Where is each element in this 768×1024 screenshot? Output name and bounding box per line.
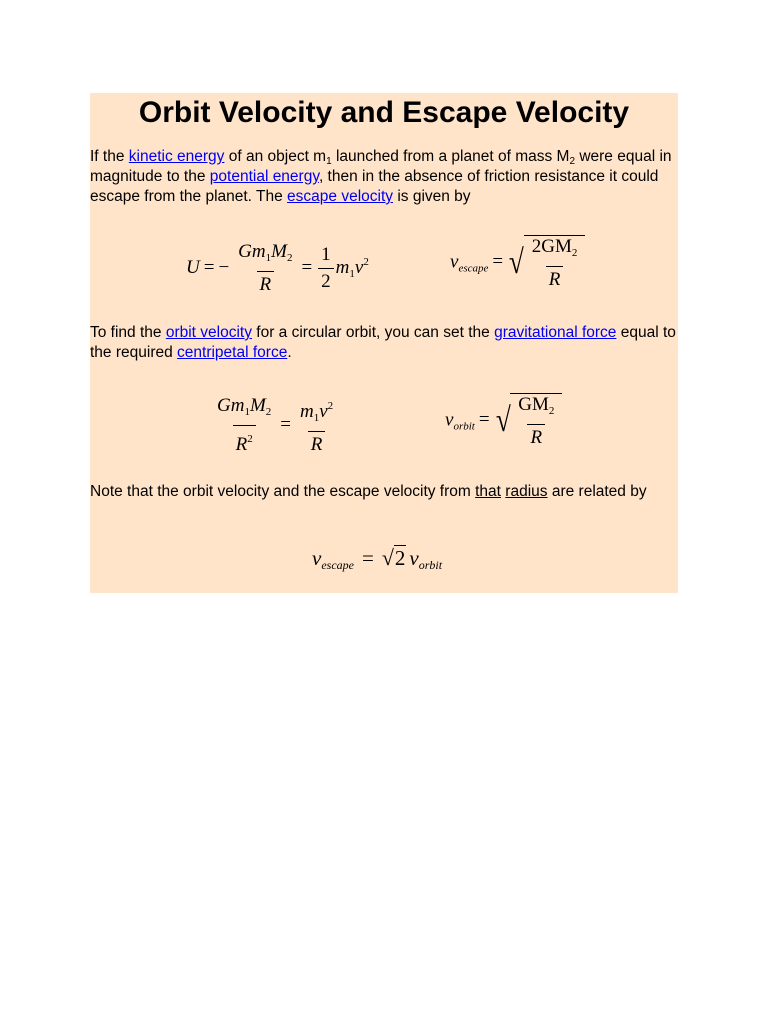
subscript-orbit: orbit xyxy=(453,420,475,433)
subscript: 2 xyxy=(569,156,576,167)
page-title: Orbit Velocity and Escape Velocity xyxy=(138,96,630,129)
sqrt-two xyxy=(382,545,407,571)
paragraph-kinetic-energy xyxy=(90,147,678,207)
fraction-mv2-over-r xyxy=(297,395,336,456)
text: of an object m xyxy=(224,148,327,165)
numerator-v: v xyxy=(319,401,328,422)
text: is given by xyxy=(393,188,471,205)
radical-sign-icon: √ xyxy=(495,402,511,439)
denominator-r: R xyxy=(257,271,275,296)
fraction-gm-over-r xyxy=(515,394,557,449)
subscript: 1 xyxy=(313,412,320,424)
text: were equal in magnitude to the xyxy=(90,148,672,185)
minus-sign: − xyxy=(218,256,230,278)
radicand-two: 2 xyxy=(394,546,406,570)
subscript: 1 xyxy=(326,156,332,167)
potential-energy-link[interactable]: potential energy xyxy=(209,168,319,185)
denominator-r: R xyxy=(546,266,564,291)
underlined-word-that: that xyxy=(475,483,501,500)
denominator-r: R xyxy=(235,434,248,455)
paragraph-orbit-velocity xyxy=(90,323,678,363)
symbol-u: U xyxy=(186,256,200,278)
symbol-m: m xyxy=(335,256,350,278)
centripetal-force-link[interactable]: centripetal force xyxy=(177,344,288,361)
paragraph-relation xyxy=(90,482,678,502)
text: are related by xyxy=(547,483,647,500)
orbit-velocity-equation xyxy=(445,393,562,449)
denominator-r: R xyxy=(308,431,326,456)
subscript-orbit: orbit xyxy=(418,558,443,572)
kinetic-energy-link[interactable]: kinetic energy xyxy=(128,148,225,165)
text: If the xyxy=(90,148,129,165)
text: , then in the absence of friction resistance it could escape from the planet. The xyxy=(90,168,659,205)
underlined-word-radius: radius xyxy=(505,483,548,500)
escape-velocity-link[interactable]: escape velocity xyxy=(287,188,394,205)
numerator-gm: GM xyxy=(518,394,549,415)
text: for a circular orbit, you can set the xyxy=(251,324,495,341)
subscript: 1 xyxy=(349,267,355,280)
text: . xyxy=(287,344,292,361)
text: Note that the orbit velocity and the escape velocity from xyxy=(90,483,476,500)
subscript: 1 xyxy=(244,406,250,418)
equals-sign: = xyxy=(492,251,504,273)
numerator-one: 1 xyxy=(321,244,331,265)
symbol-v: v xyxy=(409,546,419,570)
subscript-escape: escape xyxy=(458,262,489,275)
equals-sign: = xyxy=(301,256,313,278)
symbol-v: v xyxy=(312,546,322,570)
numerator-m: M xyxy=(249,395,266,416)
denominator-r: R xyxy=(527,424,545,449)
square-root xyxy=(507,235,585,291)
subscript: 1 xyxy=(265,252,272,264)
force-balance-equation xyxy=(212,395,338,456)
numerator-gm: Gm xyxy=(238,241,266,262)
orbit-velocity-link[interactable]: orbit velocity xyxy=(165,324,252,341)
subscript-escape: escape xyxy=(321,558,354,572)
fraction-half xyxy=(318,244,334,293)
equals-sign: = xyxy=(280,413,291,435)
square-root xyxy=(494,393,563,449)
text: To find the xyxy=(90,324,166,341)
gravitational-force-link[interactable]: gravitational force xyxy=(494,324,617,341)
subscript: 2 xyxy=(286,252,293,264)
velocity-relation-equation xyxy=(312,545,442,573)
superscript: 2 xyxy=(363,255,369,268)
numerator-2gm: 2GM xyxy=(531,236,572,257)
subscript: 2 xyxy=(548,405,555,417)
equals-sign: = xyxy=(478,409,490,431)
symbol-v: v xyxy=(445,409,454,431)
symbol-v: v xyxy=(354,256,364,278)
radical-sign-icon: √ xyxy=(381,545,394,570)
fraction-2gm-over-r xyxy=(529,236,581,291)
radical-sign-icon: √ xyxy=(508,244,524,281)
text: launched from a planet of mass M xyxy=(331,148,570,165)
denominator-two: 2 xyxy=(318,268,334,293)
energy-equation xyxy=(186,241,369,296)
escape-velocity-equation xyxy=(450,235,585,291)
subscript: 2 xyxy=(571,247,578,259)
numerator-gm: Gm xyxy=(217,395,245,416)
content-panel xyxy=(90,93,678,593)
fraction-gm-over-r2 xyxy=(214,395,274,456)
fraction-gm-over-r xyxy=(235,241,295,296)
symbol-v: v xyxy=(450,251,459,273)
subscript: 2 xyxy=(265,406,272,418)
numerator-m: M xyxy=(271,241,287,262)
equals-sign: = xyxy=(203,256,215,278)
numerator-m: m xyxy=(300,401,314,422)
superscript: 2 xyxy=(247,433,253,445)
equals-sign: = xyxy=(361,546,374,570)
superscript: 2 xyxy=(327,400,334,412)
text: equal to the required xyxy=(90,324,676,361)
